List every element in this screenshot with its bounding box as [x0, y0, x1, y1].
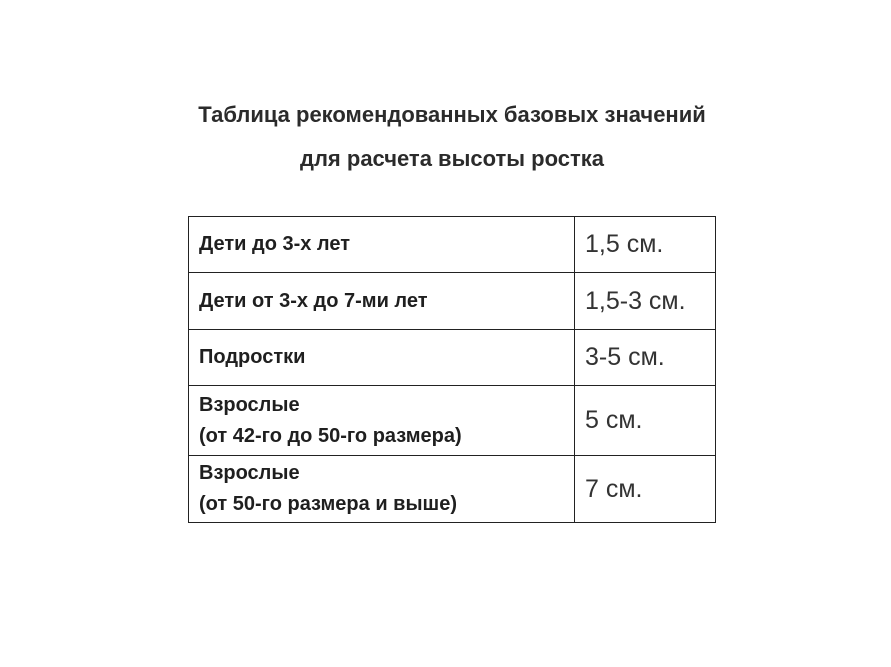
row-label [189, 273, 575, 330]
row-label [189, 456, 575, 523]
row-label-text: Подростки [199, 346, 306, 368]
row-label [189, 217, 575, 273]
row-label-text: Взрослые [199, 393, 300, 416]
table-row [189, 330, 716, 386]
row-label-text: Дети до 3-х лет [199, 233, 351, 255]
row-value: 5 см. [575, 386, 716, 456]
table-row [189, 456, 716, 523]
table-row [189, 386, 716, 456]
row-value: 1,5 см. [575, 217, 716, 273]
reference-values-table [188, 216, 716, 523]
title-line-1: Таблица рекомендованных базовых значений [198, 102, 706, 127]
row-value: 7 см. [575, 456, 716, 523]
table-row [189, 273, 716, 330]
row-label-text: Дети от 3-х до 7-ми лет [199, 289, 428, 312]
page-title [0, 93, 891, 181]
row-label [189, 330, 575, 386]
row-value: 3-5 см. [575, 330, 716, 386]
title-line-2: для расчета высоты ростка [299, 146, 605, 171]
row-label-text: Взрослые [199, 462, 300, 484]
row-label-subtext: (от 42-го до 50-го размера) [199, 424, 462, 447]
row-label [189, 386, 575, 456]
row-value: 1,5-3 см. [575, 273, 716, 330]
table-row [189, 217, 716, 273]
row-label-subtext: (от 50-го размера и выше) [199, 493, 457, 515]
